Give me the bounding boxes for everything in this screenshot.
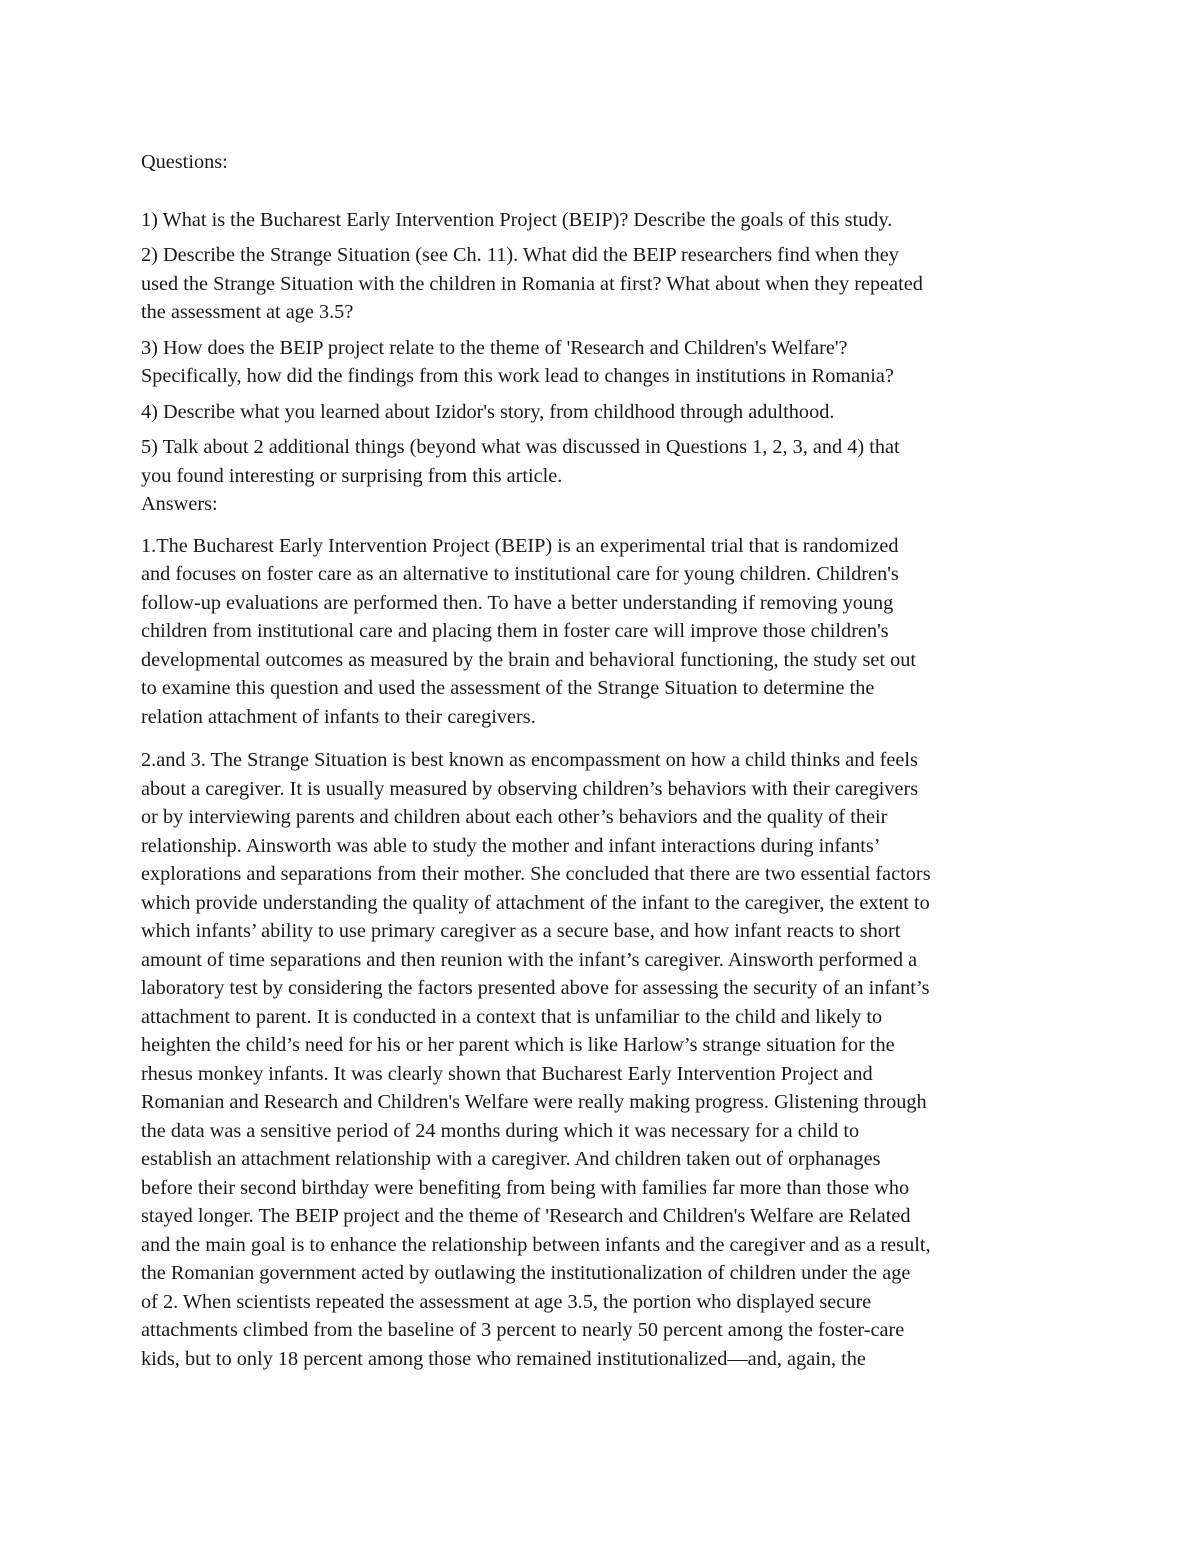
text-line: explorations and separations from their mother. She concluded that there are two essential factors: [141, 863, 931, 885]
text-line: Specifically, how did the findings from this work lead to changes in institutions in Romania?: [141, 365, 894, 387]
text-line: used the Strange Situation with the children in Romania at first? What about when they repeated: [141, 272, 923, 295]
question-3: [141, 334, 1066, 391]
text-line: which infants’ ability to use primary caregiver as a secure base, and how infant reacts to short: [141, 920, 901, 942]
text-line: heighten the child’s need for his or her parent which is like Harlow’s strange situation for the: [141, 1034, 895, 1056]
document-page: [141, 148, 1066, 1373]
text-line: 3) How does the BEIP project relate to the theme of 'Research and Children's Welfare'?: [141, 336, 848, 359]
text-line: you found interesting or surprising from this article.: [141, 464, 563, 487]
text-line: the assessment at age 3.5?: [141, 301, 354, 323]
text-line: 4) Describe what you learned about Izidor's story, from childhood through adulthood.: [141, 400, 835, 423]
text-line: and focuses on foster care as an alternative to institutional care for young children. Children's: [141, 563, 899, 585]
questions-heading: Questions:: [141, 151, 228, 173]
question-4: [141, 398, 1066, 427]
text-line: the Romanian government acted by outlawing the institutionalization of children under the age: [141, 1262, 911, 1284]
answer-1: [141, 532, 1066, 732]
answers-heading: Answers:: [141, 493, 218, 515]
text-line: stayed longer. The BEIP project and the theme of 'Research and Children's Welfare are Related: [141, 1205, 911, 1227]
text-line: attachments climbed from the baseline of 3 percent to nearly 50 percent among the foster-care: [141, 1319, 905, 1341]
text-line: or by interviewing parents and children about each other’s behaviors and the quality of their: [141, 806, 888, 828]
text-line: 1) What is the Bucharest Early Intervention Project (BEIP)? Describe the goals of this study.: [141, 208, 893, 231]
question-1: [141, 206, 1066, 235]
text-line: 2) Describe the Strange Situation (see Ch. 11). What did the BEIP researchers find when they: [141, 244, 899, 266]
text-line: and the main goal is to enhance the relationship between infants and the caregiver and as a result,: [141, 1233, 931, 1256]
text-line: the data was a sensitive period of 24 months during which it was necessary for a child to: [141, 1119, 860, 1142]
text-line: rhesus monkey infants. It was clearly shown that Bucharest Early Intervention Project and: [141, 1062, 873, 1085]
answer-2-and-3: [141, 746, 1066, 1373]
text-line: amount of time separations and then reunion with the infant’s caregiver. Ainsworth performed a: [141, 948, 918, 971]
text-line: before their second birthday were benefiting from being with families far more than those who: [141, 1176, 910, 1199]
text-line: relationship. Ainsworth was able to study the mother and infant interactions during infants’: [141, 834, 881, 857]
text-line: laboratory test by considering the factors presented above for assessing the security of an infant’s: [141, 977, 930, 999]
text-line: to examine this question and used the assessment of the Strange Situation to determine the: [141, 677, 875, 699]
text-line: of 2. When scientists repeated the assessment at age 3.5, the portion who displayed secure: [141, 1290, 872, 1313]
question-2: [141, 241, 1066, 327]
text-line: which provide understanding the quality of attachment of the infant to the caregiver, the extent to: [141, 891, 930, 914]
text-line: children from institutional care and placing them in foster care will improve those children's: [141, 620, 889, 642]
text-line: relation attachment of infants to their caregivers.: [141, 705, 536, 728]
text-line: developmental outcomes as measured by the brain and behavioral functioning, the study set out: [141, 648, 916, 671]
text-line: 5) Talk about 2 additional things (beyond what was discussed in Questions 1, 2, 3, and 4) that: [141, 436, 900, 458]
text-line: about a caregiver. It is usually measured by observing children’s behaviors with their caregivers: [141, 777, 919, 800]
text-line: follow-up evaluations are performed then. To have a better understanding if removing young: [141, 591, 894, 614]
text-line: attachment to parent. It is conducted in a context that is unfamiliar to the child and likely to: [141, 1005, 883, 1028]
text-line: kids, but to only 18 percent among those who remained institutionalized—and, again, the: [141, 1347, 866, 1370]
question-5: [141, 433, 1066, 490]
text-line: Romanian and Research and Children's Welfare were really making progress. Glistening through: [141, 1091, 927, 1113]
text-line: 2.and 3. The Strange Situation is best known as encompassment on how a child thinks and feels: [141, 749, 918, 771]
text-line: establish an attachment relationship with a caregiver. And children taken out of orphanages: [141, 1148, 881, 1170]
text-line: 1.The Bucharest Early Intervention Project (BEIP) is an experimental trial that is randomized: [141, 534, 899, 557]
